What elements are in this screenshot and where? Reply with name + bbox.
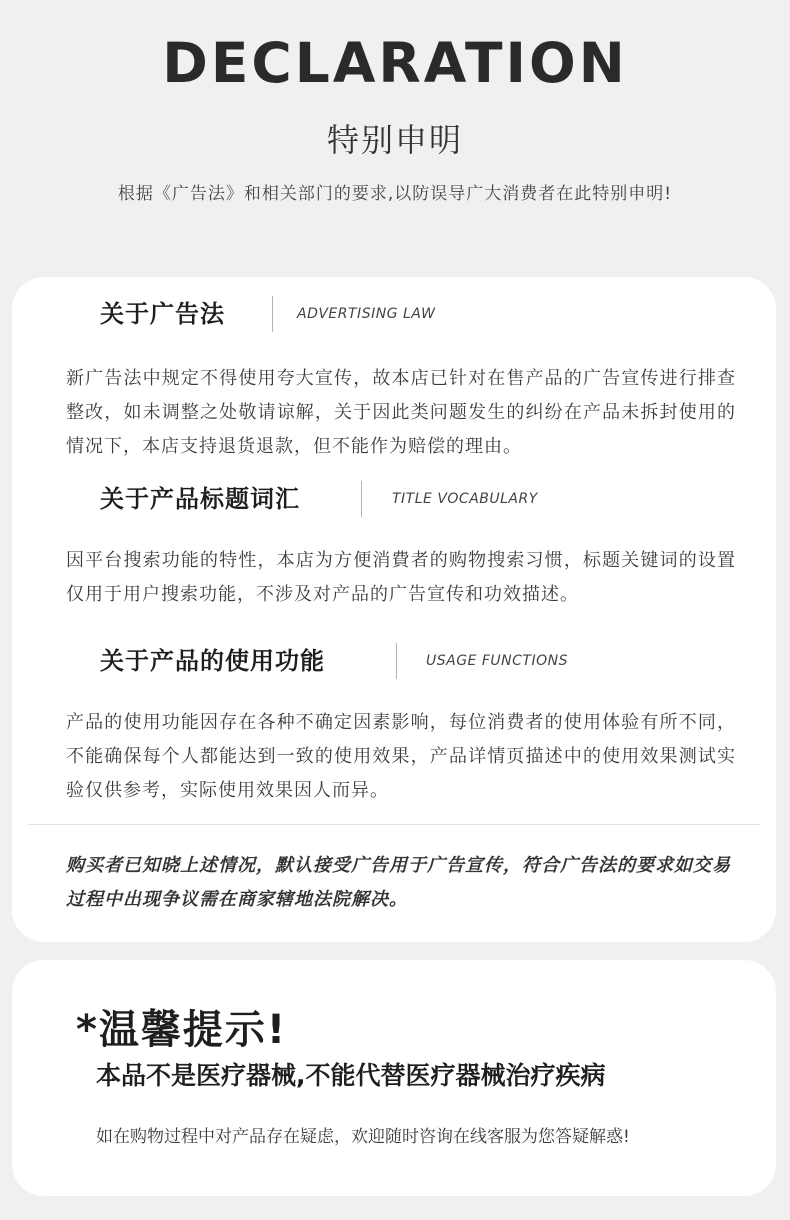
heading-divider <box>272 296 273 332</box>
intro-text: 根据《广告法》和相关部门的要求,以防误导广大消费者在此特别申明! <box>117 184 673 204</box>
buyer-notice: 购买者已知晓上述情况，默认接受广告用于广告宣传，符合广告法的要求如交易过程中出现争议需在商家辖地法院解决。 <box>66 855 731 910</box>
section-body-advertising-law: 新广告法中规定不得使用夸大宣传，故本店已针对在售产品的广告宣传进行排查整改，如未调整之处敬请谅解，关于因此类问题发生的纠纷在产品未拆封使用的情况下，本店支持退货退款，但不能作为赔偿的理由。 <box>66 368 736 457</box>
medical-device-warning: 本品不是医疗器械,不能代替医疗器械治疗疾病 <box>96 1061 606 1090</box>
section-body-usage-functions: 产品的使用功能因存在各种不确定因素影响，每位消费者的使用体验有所不同，不能确保每个人都能达到一致的使用效果，产品详情页描述中的使用效果测试实验仅供参考，实际使用效果因人而异。 <box>66 712 736 801</box>
section-title-en: ADVERTISING LAW <box>297 306 436 322</box>
heading-divider <box>361 481 362 517</box>
section-title-zh: 关于产品的使用功能 <box>100 647 325 675</box>
customer-service-note: 如在购物过程中对产品存在疑虑，欢迎随时咨询在线客服为您答疑解惑! <box>96 1127 630 1147</box>
declaration-card <box>12 277 776 942</box>
section-title-en: TITLE VOCABULARY <box>392 491 538 507</box>
section-title-zh: 关于广告法 <box>100 300 225 328</box>
section-title-zh: 关于产品标题词汇 <box>100 485 300 513</box>
section-title-en: USAGE FUNCTIONS <box>426 653 568 669</box>
heading-divider <box>396 643 397 679</box>
page-title: DECLARATION <box>162 31 628 95</box>
page-subtitle: 特别申明 <box>326 121 463 159</box>
warm-tip-card <box>12 960 776 1196</box>
divider-line <box>28 824 760 825</box>
section-body-title-vocabulary: 因平台搜索功能的特性，本店为方便消費者的购物搜索习惯，标题关键词的设置仅用于用户搜索功能，不涉及对产品的广告宣传和功效描述。 <box>66 550 736 605</box>
tip-title: *温馨提示! <box>76 1007 288 1053</box>
